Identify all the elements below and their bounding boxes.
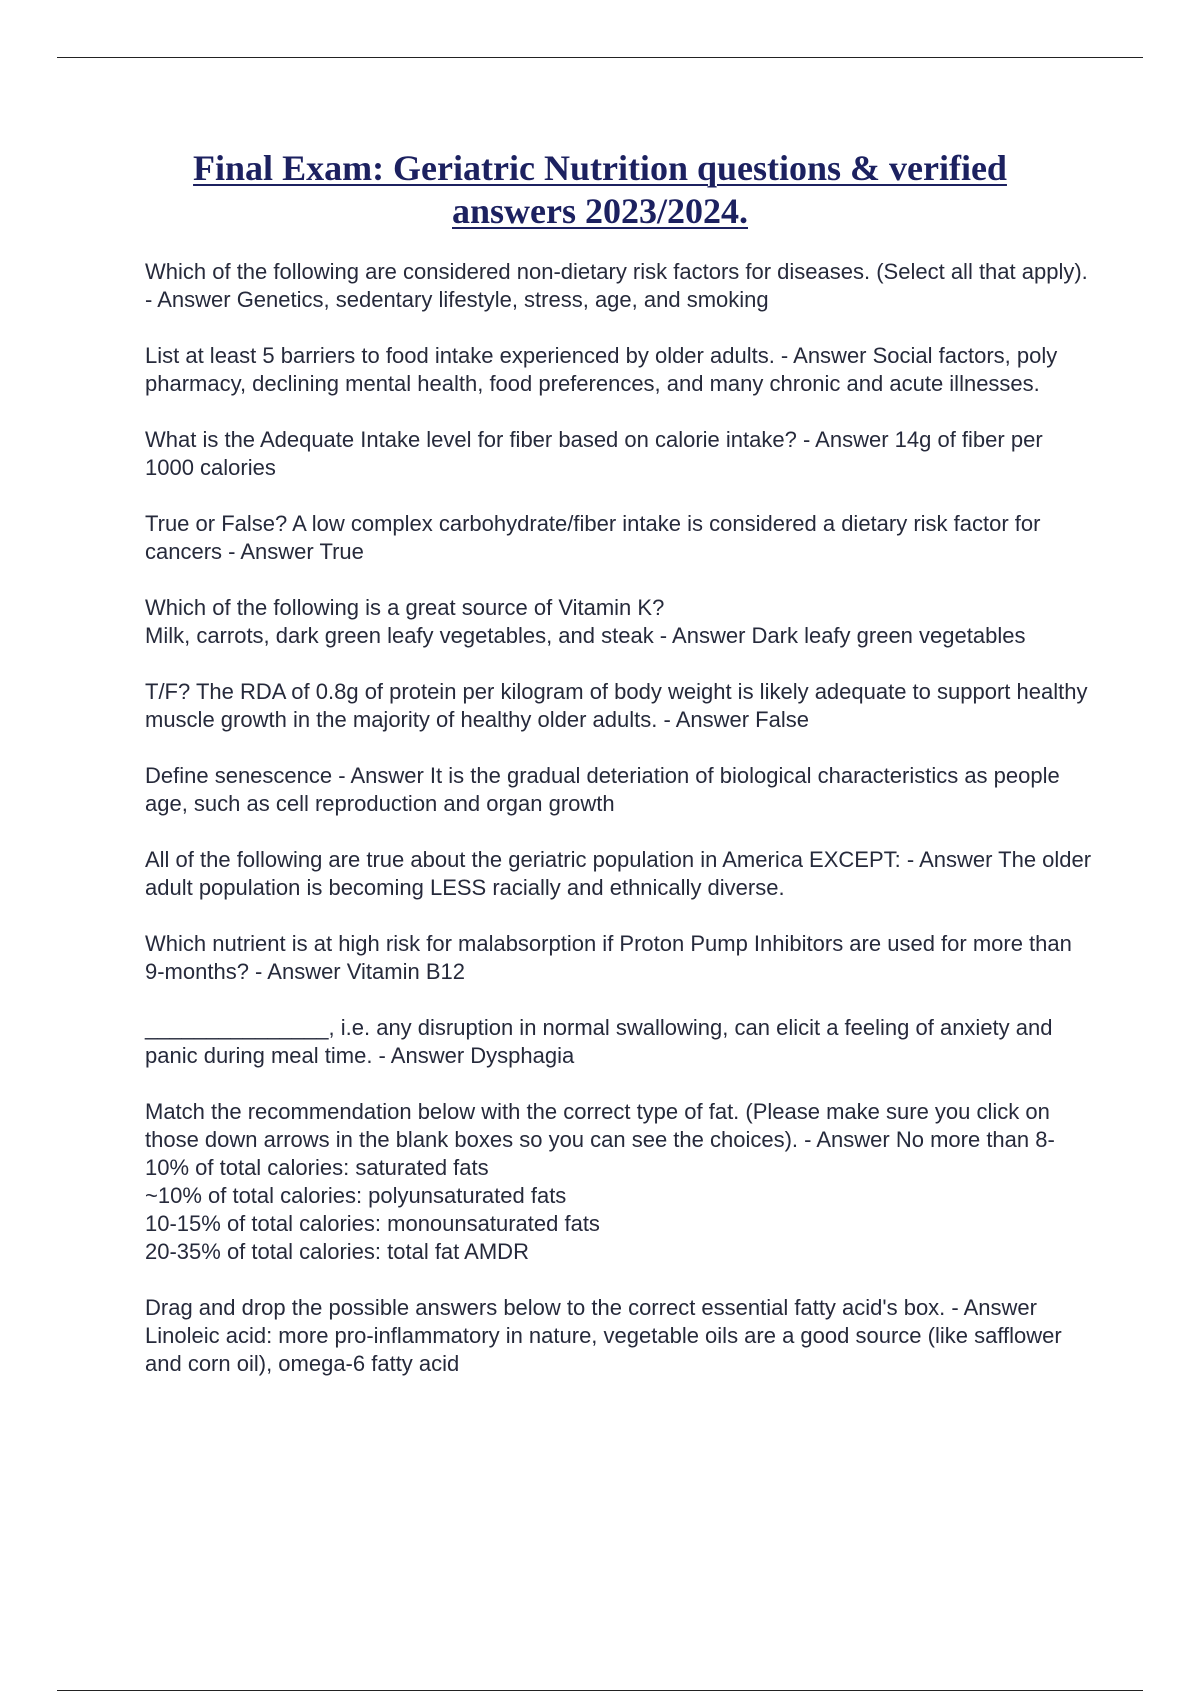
qa-item-1: [145, 258, 1095, 314]
qa-text: Match the recommendation below with the correct type of fat. (Please make sure you click on those down arrows in the blank boxes so you can see the choices). - Answer No more than 8-10% of total calories: saturated fats: [145, 1099, 1055, 1180]
qa-text: List at least 5 barriers to food intake experienced by older adults. - Answer Social factors, poly pharmacy, declining mental health, food preferences, and many chronic and acute illnesses.: [145, 343, 1058, 396]
qa-answer-line: 20-35% of total calories: total fat AMDR: [145, 1239, 529, 1264]
qa-item-2: [145, 342, 1095, 398]
header-rule: [57, 57, 1143, 58]
qa-item-7: [145, 762, 1095, 818]
qa-text: All of the following are true about the geriatric population in America EXCEPT: - Answer The older adult population is becoming LESS racially and ethnically diverse.: [145, 847, 1092, 900]
qa-text: T/F? The RDA of 0.8g of protein per kilogram of body weight is likely adequate to support healthy muscle growth in the majority of healthy older adults. - Answer False: [145, 679, 1088, 732]
qa-item-6: [145, 678, 1095, 734]
qa-options-answer: Milk, carrots, dark green leafy vegetables, and steak - Answer Dark leafy green vegetables: [145, 623, 1026, 648]
qa-item-5: [145, 594, 1095, 650]
qa-item-12: [145, 1294, 1095, 1378]
document-title: Final Exam: Geriatric Nutrition questions & verified answers 2023/2024.: [193, 148, 1007, 231]
qa-item-10: [145, 1014, 1095, 1070]
footer-rule: [57, 1690, 1143, 1691]
qa-text: What is the Adequate Intake level for fiber based on calorie intake? - Answer 14g of fiber per 1000 calories: [145, 427, 1043, 480]
qa-item-3: [145, 426, 1095, 482]
qa-item-4: [145, 510, 1095, 566]
qa-text: Define senescence - Answer It is the gradual deteriation of biological characteristics as people age, such as cell reproduction and organ growth: [145, 763, 1060, 816]
qa-text: Drag and drop the possible answers below to the correct essential fatty acid's box. - Answer Linoleic acid: more pro-inflammatory in nature, vegetable oils are a good source (like safflower and corn oil), omega-6 fatty acid: [145, 1295, 1062, 1376]
qa-answer-line: ~10% of total calories: polyunsaturated fats: [145, 1183, 567, 1208]
qa-item-9: [145, 930, 1095, 986]
qa-item-11: [145, 1098, 1095, 1266]
qa-text: _______________, i.e. any disruption in normal swallowing, can elicit a feeling of anxiety and panic during meal time. - Answer Dysphagia: [145, 1015, 1053, 1068]
qa-item-8: [145, 846, 1095, 902]
qa-text: Which of the following are considered non-dietary risk factors for diseases. (Select all that apply). - Answer Genetics, sedentary lifestyle, stress, age, and smoking: [145, 259, 1088, 312]
qa-text: True or False? A low complex carbohydrate/fiber intake is considered a dietary risk factor for cancers - Answer True: [145, 511, 1041, 564]
qa-list: [145, 258, 1095, 1406]
qa-answer-line: 10-15% of total calories: monounsaturated fats: [145, 1211, 600, 1236]
qa-question: Which of the following is a great source of Vitamin K?: [145, 595, 665, 620]
qa-text: Which nutrient is at high risk for malabsorption if Proton Pump Inhibitors are used for more than 9-months? - Answer Vitamin B12: [145, 931, 1072, 984]
